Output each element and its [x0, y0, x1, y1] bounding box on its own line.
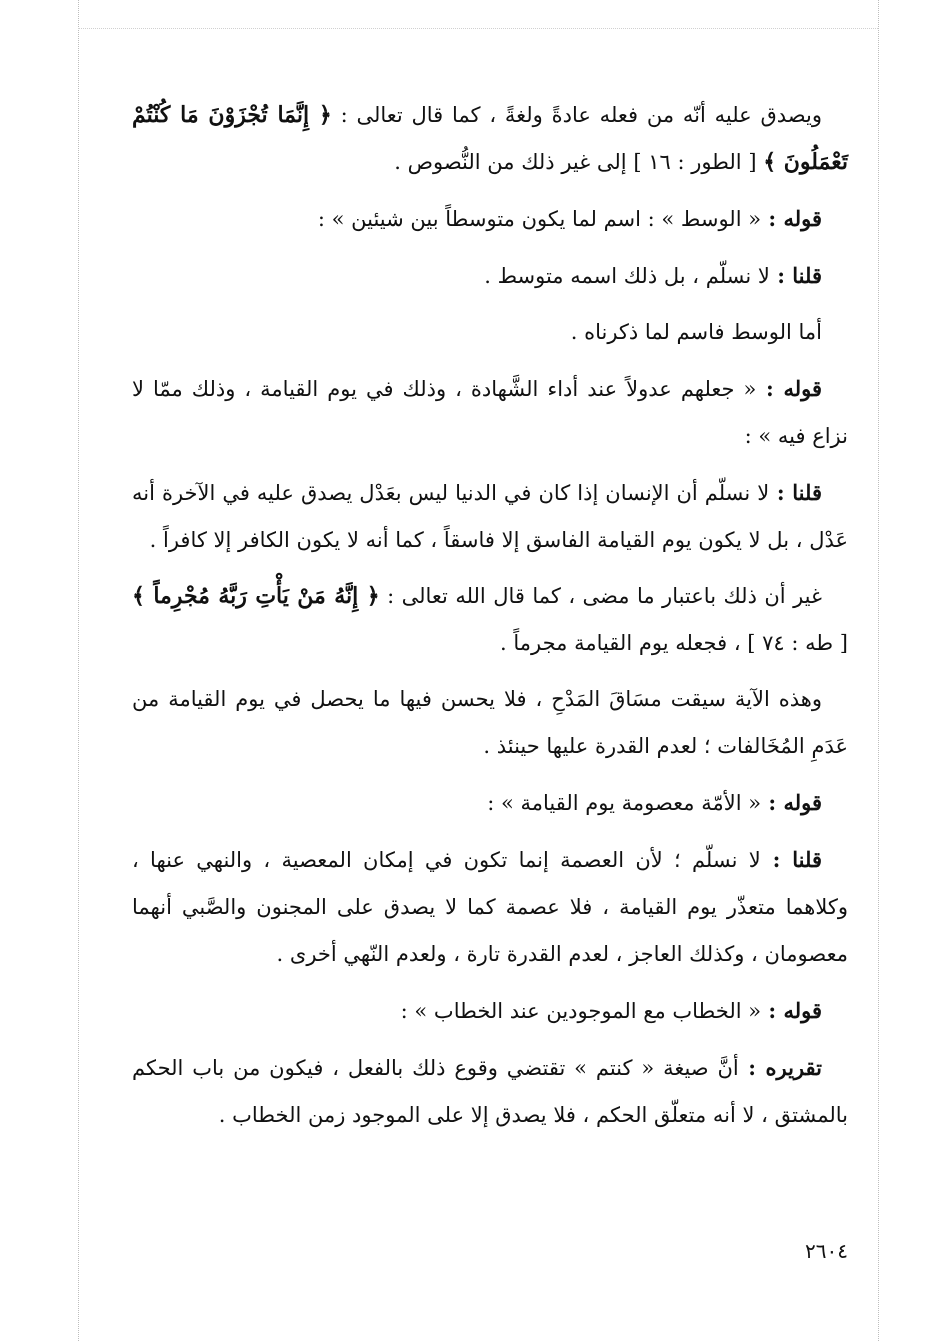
lead-word: قلنا :: [769, 263, 822, 288]
lead-word: قوله :: [756, 376, 822, 401]
lead-word: قوله :: [761, 998, 822, 1023]
paragraph: [132, 252, 848, 300]
paragraph: [132, 836, 848, 978]
paragraph-text: [ طه : ٧٤ ] ، فجعله يوم القيامة مجرماً .: [500, 631, 848, 655]
paragraph-text: ويصدق عليه أنّه من فعله عادةً ولغةً ، كما قال تعالى :: [331, 103, 822, 127]
paragraph-text: لا نسلّم ، بل ذلك اسمه متوسط .: [484, 264, 770, 288]
paragraph: [132, 573, 848, 667]
paragraph: [132, 469, 848, 564]
paragraph: [132, 987, 848, 1035]
lead-word: قوله :: [761, 206, 822, 231]
lead-word: قوله :: [761, 790, 822, 815]
right-margin-dotted-rule: [878, 0, 879, 1341]
paragraph: [132, 676, 848, 770]
body-text: [132, 92, 848, 1139]
paragraph-text: « الوسط » : اسم لما يكون متوسطاً بين شيئين » :: [317, 207, 762, 231]
paragraph: [132, 309, 848, 356]
paragraph: [132, 779, 848, 827]
paragraph-text: لا نسلّم أن الإنسان إذا كان في الدنيا ليس بعَدْل يصدق عليه في الآخرة أنه عَدْل ، بل لا يكون يوم القيامة الفاسق إلا فاسقاً ، كما أنه لا يكون الكافر إلا كافراً .: [132, 481, 848, 552]
paragraph-text: لا نسلّم ؛ لأن العصمة إنما تكون في إمكان المعصية ، والنهي عنها ، وكلاهما متعذّر يوم القيامة ، فلا عصمة كما لا يصدق على المجنون والصَّبي أنهما معصومان ، وكذلك العاجز ، لعدم القدرة تارة ، ولعدم النّهي أخرى .: [132, 848, 848, 966]
paragraph-text: [ الطور : ١٦ ] إلى غير ذلك من النُّصوص .: [394, 150, 764, 174]
paragraph-text: غير أن ذلك باعتبار ما مضى ، كما قال الله تعالى :: [379, 584, 822, 608]
page-number: ٢٦٠٤: [805, 1239, 848, 1263]
lead-word: قلنا :: [760, 847, 822, 872]
top-dotted-rule: [78, 28, 878, 29]
paragraph: [132, 365, 848, 460]
paragraph-text: أما الوسط فاسم لما ذكرناه .: [570, 320, 822, 344]
lead-word: تقريره :: [738, 1055, 822, 1080]
paragraph-text: « الخطاب مع الموجودين عند الخطاب » :: [400, 999, 762, 1023]
paragraph-text: « الأمّة معصومة يوم القيامة » :: [487, 791, 762, 815]
paragraph-text: « جعلهم عدولاً عند أداء الشَّهادة ، وذلك في يوم القيامة ، وذلك ممّا لا نزاع فيه » :: [132, 377, 848, 448]
paragraph: [132, 1044, 848, 1139]
quran-verse: ﴿ إِنَّمَا تُجْزَوْنَ مَا كُنْتُمْ تَعْمَلُونَ ﴾: [132, 102, 848, 175]
paragraph: [132, 195, 848, 243]
paragraph-text: أنَّ صيغة « كنتم » تقتضي وقوع ذلك بالفعل ، فيكون من باب الحكم بالمشتق ، لا أنه متعلّق الحكم ، فلا يصدق إلا على الموجود زمن الخطاب .: [132, 1056, 848, 1127]
quran-verse: ﴿ إِنَّهُ مَنْ يَأْتِ رَبَّهُ مُجْرِماً ﴾: [132, 583, 380, 609]
paragraph: [132, 92, 848, 186]
left-margin-dotted-rule: [78, 0, 79, 1341]
lead-word: قلنا :: [769, 480, 822, 505]
paragraph-text: وهذه الآية سيقت مسَاقَ المَدْحِ ، فلا يحسن فيها ما يحصل في يوم القيامة من عَدَمِ المُخَالفات ؛ لعدم القدرة عليها حينئذ .: [132, 687, 848, 758]
